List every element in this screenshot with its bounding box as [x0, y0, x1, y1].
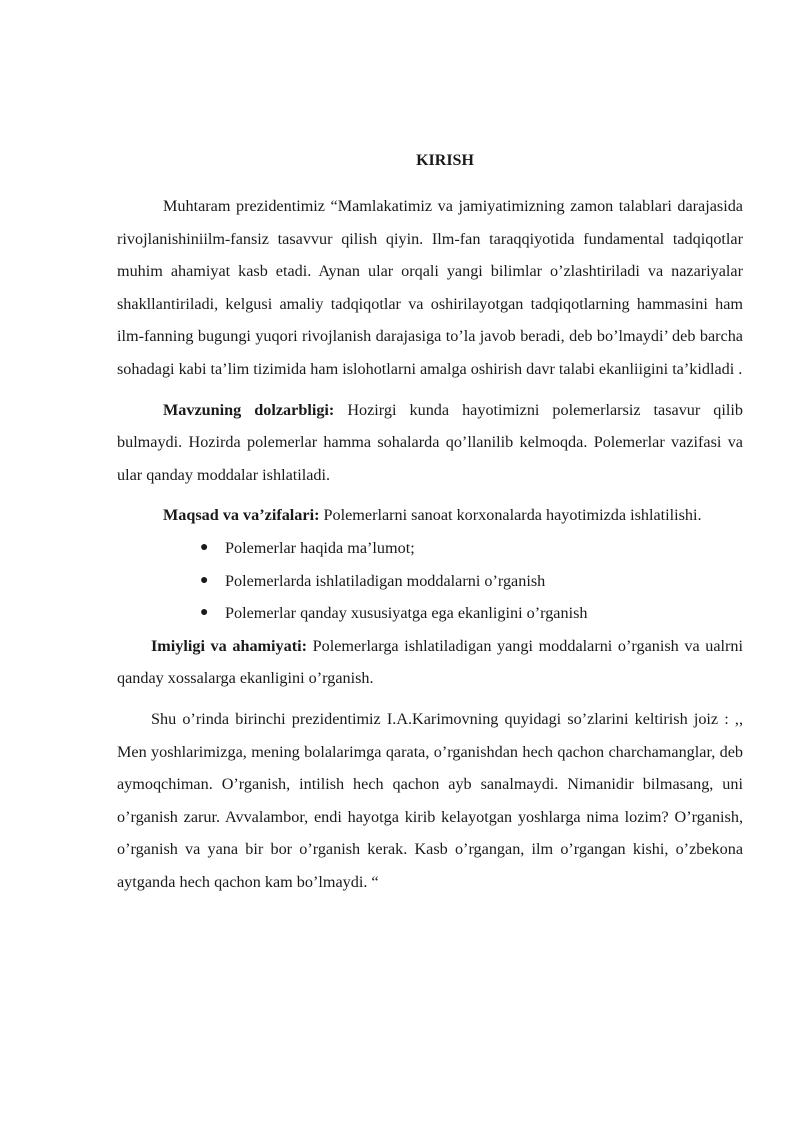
relevance-paragraph [117, 394, 743, 492]
quote-paragraph: Shu o’rinda birinchi prezidentimiz I.A.Karimovning quyidagi so’zlarini keltirish joiz : ,, Men yoshlarimizga, mening bolalarimga qarata, o’rganishdan hech qachon charchamanglar, deb aymoqchiman. O’rganish, intilish hech qachon ayb sanalmaydi. Nimanidir bilmasang, uni o’rganish zarur. Avvalambor, endi hayotga kirib kelayotgan yoshlarga nima lozim? O’rganish, o’rganish va yana bir bor o’rganish kerak. Kasb o’rgangan, ilm o’rgangan kishi, o’zbekona aytganda hech qachon kam bo’lmaydi. “ [117, 709, 743, 891]
significance-text: Polemerlarga ishlatiladigan yangi moddalarni o’rganish va ualrni qanday xossalarga ekanligini o’rganish. [117, 636, 743, 688]
goals-label: Maqsad va va’zifalari: [163, 506, 320, 525]
significance-paragraph [117, 630, 743, 695]
list-item [200, 597, 743, 630]
bullet-icon: ● [200, 539, 209, 555]
document-page [117, 148, 743, 898]
bullet-icon: ● [200, 605, 209, 621]
list-item [200, 532, 743, 565]
intro-paragraph: Muhtaram prezidentimiz “Mamlakatimiz va jamiyatimizning zamon talablari darajasida rivojlanishiniilm-fansiz tasavvur qilish qiyin. Ilm-fan taraqqiyotida fundamental tadqiqotlar muhim ahamiyat kasb etadi. Aynan ular orqali yangi bilimlar o’zlashtiriladi va nazariyalar shakllantiriladi, kelgusi amaliy tadqiqotlar va oshirilayotgan tadqiqotlarning hammasini ham ilm-fanning bugungi yuqori rivojlanish darajasiga to’la javob beradi, deb bo’lmaydi’ deb barcha sohadagi kabi ta’lim tizimida ham islohotlarni amalga oshirish davr talabi ekanliigini ta’kidladi . [117, 197, 743, 378]
goals-paragraph [117, 499, 743, 532]
goals-text: Polemerlarni sanoat korxonalarda hayotimizda ishlatilishi. [319, 506, 702, 525]
list-item-text: Polemerlar haqida ma’lumot; [225, 538, 415, 557]
relevance-text: Hozirgi kunda hayotimizni polemerlarsiz tasavur qilib bulmaydi. Hozirda polemerlar hamma sohalarda qo’llanilib kelmoqda. Polemerlar vazifasi va ular qanday moddalar ishlatiladi. [117, 400, 743, 484]
list-item [200, 565, 743, 598]
significance-label: Imiyligi va ahamiyati: [151, 636, 307, 655]
list-item-text: Polemerlarda ishlatiladigan moddalarni o’rganish [225, 571, 546, 590]
goals-list [117, 532, 743, 630]
relevance-label: Mavzuning dolzarbligi: [163, 400, 335, 419]
bullet-icon: ● [200, 572, 209, 588]
list-item-text: Polemerlar qanday xususiyatga ega ekanligini o’rganish [225, 604, 588, 623]
page-title: KIRISH [416, 152, 474, 169]
